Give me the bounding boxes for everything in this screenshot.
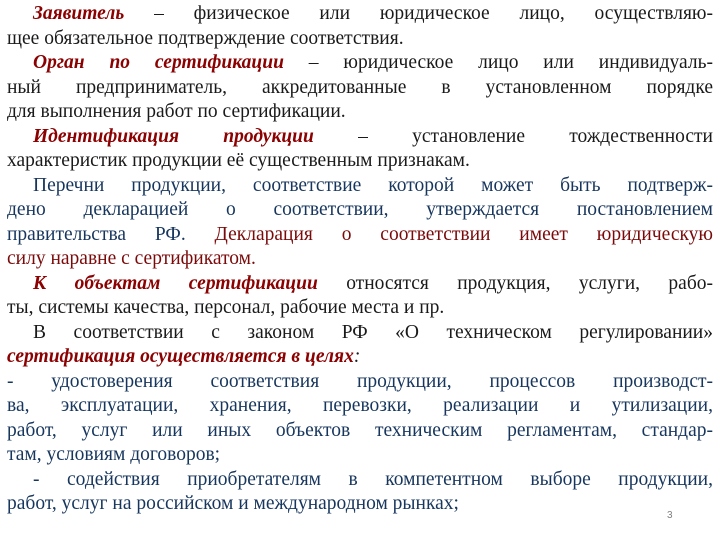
paragraph-applicant (7, 2, 713, 51)
term-objects: К объектам сертификации (33, 272, 318, 294)
text-line: ты, системы качества, персонал, рабочие места и пр. (7, 297, 445, 318)
bullet-line: там, условиям договоров; (7, 444, 221, 465)
slide-number: 3 (667, 510, 673, 521)
text-line: дено декларацией о соответствии, утверждается постановлением (7, 199, 713, 220)
text-line: характеристик продукции её существенным признакам. (7, 150, 470, 171)
text-line (7, 51, 713, 76)
term-identification: Идентификация продукции (33, 125, 314, 147)
paragraph-certification-body (7, 51, 713, 125)
text-line (7, 345, 713, 370)
text-span: – юридическое лицо или индивидуаль- (283, 52, 713, 73)
text-line (7, 2, 713, 27)
text-span: относятся продукция, услуги, рабо- (317, 272, 713, 294)
text-line: В соответствии с законом РФ «О техническом регулировании» (33, 321, 713, 343)
paragraph-objects (7, 272, 713, 321)
text-span: Декларация о соответствии имеет юридическую (185, 223, 713, 245)
text-line: Перечни продукции, соответствие которой может быть подтверж- (33, 174, 713, 196)
text-line: щее обязательное подтверждение соответствия. (7, 27, 404, 49)
text-span: – физическое или юридическое лицо, осуществляю- (124, 3, 713, 24)
text-span: правительства РФ. (7, 223, 186, 245)
text-line (7, 223, 713, 248)
bullet-line: ва, эксплуатации, хранения, перевозки, реализации и утилизации, (7, 395, 713, 416)
slide-content (7, 2, 713, 517)
term-certification-body: Орган по сертификации (33, 52, 284, 73)
text-line (7, 125, 713, 150)
paragraph-law-goals (7, 321, 713, 517)
term-applicant: Заявитель (33, 3, 125, 24)
text-line (7, 272, 713, 297)
text-line: ный предприниматель, аккредитованные в установленном порядке (7, 76, 713, 98)
bullet-line: работ, услуг на российском и международном рынках; (7, 493, 459, 514)
bullet-line: - удостоверения соответствия продукции, процессов производст- (7, 370, 713, 392)
bullet-line: работ, услуг или иных объектов техническим регламентам, стандар- (7, 419, 713, 441)
paragraph-identification (7, 125, 713, 174)
term-goals: сертификация осуществляется в целях (7, 346, 354, 367)
text-line: для выполнения работ по сертификации. (7, 101, 346, 122)
text-line: силу наравне с сертификатом. (7, 248, 256, 269)
paragraph-product-lists (7, 174, 713, 272)
text-span: – установление тождественности (313, 125, 713, 147)
bullet-line: - содействия приобретателям в компетентном выборе продукции, (33, 468, 713, 490)
text-span: : (353, 346, 361, 367)
